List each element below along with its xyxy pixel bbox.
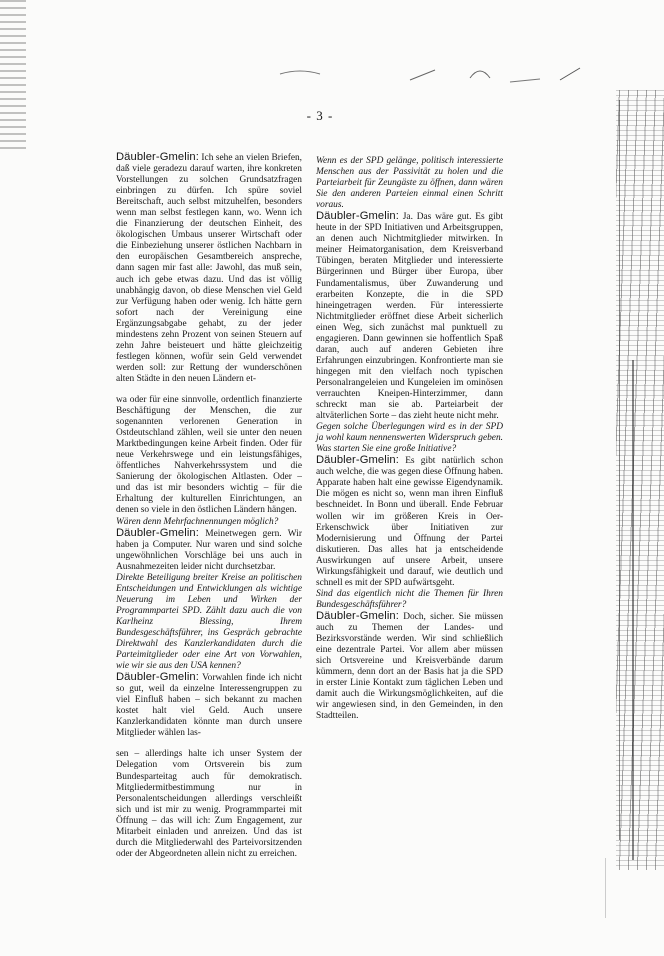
body-paragraph xyxy=(116,395,302,517)
interview-question xyxy=(116,573,302,672)
interview-answer xyxy=(116,528,302,573)
scan-top-marks xyxy=(260,60,590,90)
column-break xyxy=(116,739,302,749)
scan-bottom-mark xyxy=(605,858,621,918)
speaker-name: Däubler-Gmelin: xyxy=(316,210,399,223)
scan-edge-line xyxy=(619,100,620,840)
interview-answer xyxy=(316,611,503,722)
paragraph-text: Direkte Beteiligung breiter Kreise an politischen Entscheidungen und Entwicklungen als wichtige Neuerung im Leben und Wirken der Programmpartei SPD. Zählt dazu auch die von Karlheinz Blessing, Ihrem Bundesgeschäftsführer, ins Gespräch gebrachte Direktwahl des Kanzlerkandidaten durch die Parteimitglieder oder eine Art von Vorwahlen, wie wir sie aus den USA kennen? xyxy=(116,572,302,672)
paragraph-text: Ja. Das wäre gut. Es gibt heute in der SPD Initiativen und Arbeitsgruppen, an denen auch Nichtmitglieder mitwirken. In meiner Heimatorganisation, dem Kreisverband Tübingen, beraten Mitglieder und interessierte Bürgerinnen und Bürger über Europa, über Fundamentalismus, über Zuwanderung und erarbeiten Konzepte, die in die SPD hineingetragen werden. Für interessierte Nichtmitglieder eröffnet diese Arbeit sicherlich einen Weg, sich zunächst mal punktuell zu engagieren. Dann gewinnen sie hoffentlich Spaß daran, auch auf anderen Gebieten ihre Erfahrungen einzubringen. Konfrontierte man sie hingegen mit den vielfach noch typischen Personalrangeleien und Kungeleien im ominösen verrauchten Kneipen-Hinterzimmer, dann schreckt man sie ab. Parteiarbeit der altväterlichen Sorte – das zieht heute nicht mehr. xyxy=(316,212,504,422)
interview-answer xyxy=(316,455,503,589)
interview-question xyxy=(316,156,503,211)
paragraph-text: Ich sehe an vielen Briefen, daß viele geradezu darauf warten, ihre konkreten Vorstellungen zu solchen Grundsatzfragen einbringen zu dürfen. Ich spüre soviel Bereitschaft, auch selbst mitzuhelfen, besonders wenn man selbst festlegen kann, wo. Wenn ich die Finanzierung der deutschen Einheit, des ökologischen Umbaus unserer Wirtschaft oder die Einbeziehung unserer östlichen Nachbarn in den europäischen Gesamtbereich anspreche, dann sagen mir fast alle: Jawohl, das muß sein, auch ich gebe etwas dazu. Und das ist völlig unabhängig davon, ob diese Menschen viel Geld zur Verfügung haben oder wenig. Ich hätte gern sofort nach der Vereinigung eine Ergänzungsabgabe gehabt, zu der jeder mindestens zehn Prozent von seinen Steuern auf zehn Jahre beisteuert und hätte gleichzeitig festlegen können, wofür sein Geld verwendet werden soll: zur Rettung der wunderschönen alten Städte in den neuen Ländern et- xyxy=(116,153,303,384)
body-paragraph xyxy=(116,749,302,859)
speaker-name: Däubler-Gmelin: xyxy=(116,151,199,163)
paragraph-text: wa oder für eine sinnvolle, ordentlich finanzierte Beschäftigung der Menschen, die zur sogenannten verlorenen Generation in Ostdeutschland zählen, weil sie unter den neuen Marktbedingungen keine Arbeit finden. Oder für neue Verkehrswege und ein leistungsfähiges, öffentliches Nahverkehrssystem und die Sanierung der ökologischen Altlasten. Oder – und das ist mir besonders wichtig – für die Erhaltung der kulturellen Einrichtungen, an denen so viele in den östlichen Ländern hängen. xyxy=(116,394,302,516)
page-number: - 3 - xyxy=(306,108,334,123)
interview-question xyxy=(316,422,503,455)
paragraph-text: Sind das eigentlich nicht die Themen für Ihren Bundesgeschäftsführer? xyxy=(316,588,503,610)
right-column xyxy=(316,156,503,722)
speaker-name: Däubler-Gmelin: xyxy=(316,609,399,622)
paragraph-text: Wären denn Mehrfachnennungen möglich? xyxy=(116,516,279,527)
paragraph-text: sen – allerdings halte ich unser System der Delegation vom Ortsverein bis zum Bundesparteitag auch für demokratisch. Mitgliedermitbestimmung nur in Personalentscheidungen allerdings verschleißt sich und ist mir zu wenig. Programmpartei mit Öffnung – das will ich: Zum Engagement, zur Mitarbeit einladen und anreizen. Und das ist durch die Mitgliederwahl des Parteivorsitzenden oder der Abgeordneten allein nicht zu erreichen. xyxy=(116,749,302,859)
scan-edge-line-dark xyxy=(632,360,634,860)
paragraph-text: Gegen solche Überlegungen wird es in der SPD ja wohl kaum nennenswerten Widerspruch geben. Was starten Sie eine große Initiative? xyxy=(316,422,503,455)
scan-edge-right xyxy=(616,90,664,870)
interview-question xyxy=(316,589,503,611)
left-column xyxy=(116,152,302,860)
column-break xyxy=(116,385,302,395)
paragraph-text: Vorwahlen finde ich nicht so gut, weil da einzelne Interessengruppen zu viel Einfluß haben – sich bekannt zu machen kostet halt viel Geld. Auch unsere Kanzlerkandidaten könnte man durch unsere Mitglieder wählen las- xyxy=(116,673,302,739)
paragraph-text: Wenn es der SPD gelänge, politisch interessierte Menschen aus der Passivität zu holen und die Parteiarbeit für Zeungäste zu öffnen, dann wären Sie den anderen Parteien einmal einen Schritt voraus. xyxy=(316,156,503,211)
interview-answer xyxy=(116,672,302,739)
paragraph-text: Meinetwegen gern. Wir haben ja Computer. Nur waren und sind solche ungewöhnlichen Vorschläge bei uns auch in Ausnahmezeiten leider nicht durchsetzbar. xyxy=(116,528,302,572)
interview-answer xyxy=(316,211,503,422)
paragraph-text: Es gibt natürlich schon auch welche, die was gegen diese Öffnung haben. Apparate haben halt eine gewisse Eigendynamik. Die mögen es nicht so, wenn man ihren Einfluß beschneidet. In Bonn und überall. Ende Februar wollen wir im größeren Kreis in Oer-Erkenschwick über Initiativen zur Modernisierung und Öffnung der Partei diskutieren. Das alles hat ja entscheidende Auswirkungen auf unsere Arbeit, unsere Wirkungsfähigkeit und darauf, wie deutlich und schnell es mit der SPD aufwärtsgeht. xyxy=(316,456,504,588)
interview-answer xyxy=(116,152,302,385)
paragraph-text: Doch, sicher. Sie müssen auch zu Themen der Landes- und Bezirksvorstände werden. Wir sind schließlich eine dezentrale Partei. Vor allem aber müssen sich Ortsvereine und Kreisverbände darum kümmern, denn dort an der Basis hat ja die SPD in erster Linie Kontakt zum täglichen Leben und damit auch die Wirkungsmöglichkeiten, auf die wir angewiesen sind, in den Gemeinden, in den Stadtteilen. xyxy=(316,611,504,722)
speaker-name: Däubler-Gmelin: xyxy=(116,526,199,539)
speaker-name: Däubler-Gmelin: xyxy=(316,454,399,467)
speaker-name: Däubler-Gmelin: xyxy=(116,671,199,684)
scan-edge-left xyxy=(0,0,26,150)
